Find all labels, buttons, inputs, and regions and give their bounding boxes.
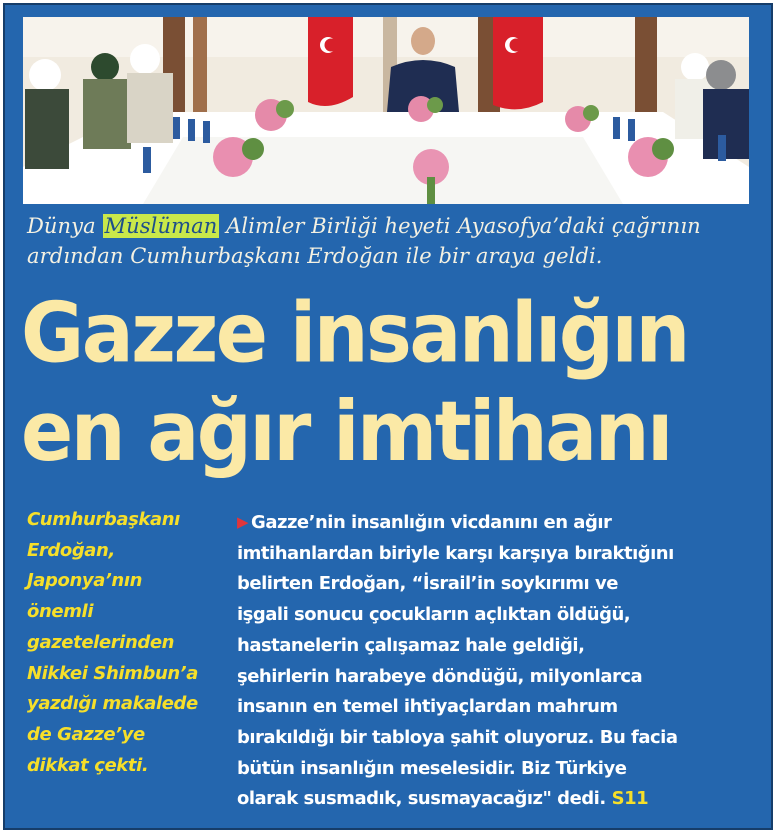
article-body: [237, 507, 757, 815]
sidebar-line: yazdığı makalede: [27, 693, 198, 715]
sidebar-line: de Gazze’ye: [27, 723, 145, 745]
body-line: belirten Erdoğan, “İsrail’in soykırımı ve: [237, 573, 618, 595]
body-line: bütün insanlığın meselesidir. Biz Türkiye: [237, 757, 627, 779]
sidebar-summary: [27, 505, 232, 781]
caption-text-rest: Alimler Birliği heyeti Ayasofya’daki çağrının: [219, 214, 701, 238]
meeting-photo: [23, 17, 749, 204]
body-line-text: Gazze’nin insanlığın vicdanını en ağır: [251, 512, 612, 533]
news-panel: [3, 3, 773, 830]
page-reference[interactable]: S11: [611, 788, 649, 810]
body-line: [237, 507, 757, 539]
photo-caption: [27, 211, 757, 271]
body-line: hastanelerin çalışamaz hale geldiği,: [237, 634, 585, 656]
caption-line-2: ardından Cumhurbaşkanı Erdoğan ile bir araya geldi.: [27, 244, 603, 268]
play-arrow-icon: ▶: [237, 513, 249, 531]
sidebar-line: Japonya’nın: [27, 570, 143, 592]
body-line-text: olarak susmadık, susmayacağız" dedi.: [237, 788, 606, 810]
sidebar-line: Cumhurbaşkanı: [27, 509, 180, 530]
headline-line-1: Gazze insanlığın: [21, 286, 688, 383]
sidebar-line: Nikkei Shimbun’a: [27, 662, 198, 684]
headline: [21, 285, 766, 482]
sidebar-line: dikkat çekti.: [27, 754, 149, 776]
body-line: bırakıldığı bir tabloya şahit oluyoruz. Bu facia: [237, 726, 678, 748]
headline-line-2: en ağır imtihanı: [21, 384, 671, 481]
body-line: imtihanlardan biriyle karşı karşıya bıraktığını: [237, 542, 674, 564]
body-line: işgali sonucu çocukların açlıktan öldüğü,: [237, 604, 631, 626]
body-line: [237, 784, 757, 815]
body-line: insanın en temel ihtiyaçlardan mahrum: [237, 696, 618, 718]
sidebar-line: Erdoğan,: [27, 539, 115, 561]
sidebar-line: gazetelerinden: [27, 631, 175, 653]
caption-highlight: Müslüman: [104, 214, 218, 238]
meeting-photo-illustration: [23, 17, 749, 204]
sidebar-line: önemli: [27, 601, 94, 623]
body-line: şehirlerin harabeye döndüğü, milyonlarca: [237, 665, 643, 687]
caption-text-before: Dünya: [27, 214, 103, 238]
